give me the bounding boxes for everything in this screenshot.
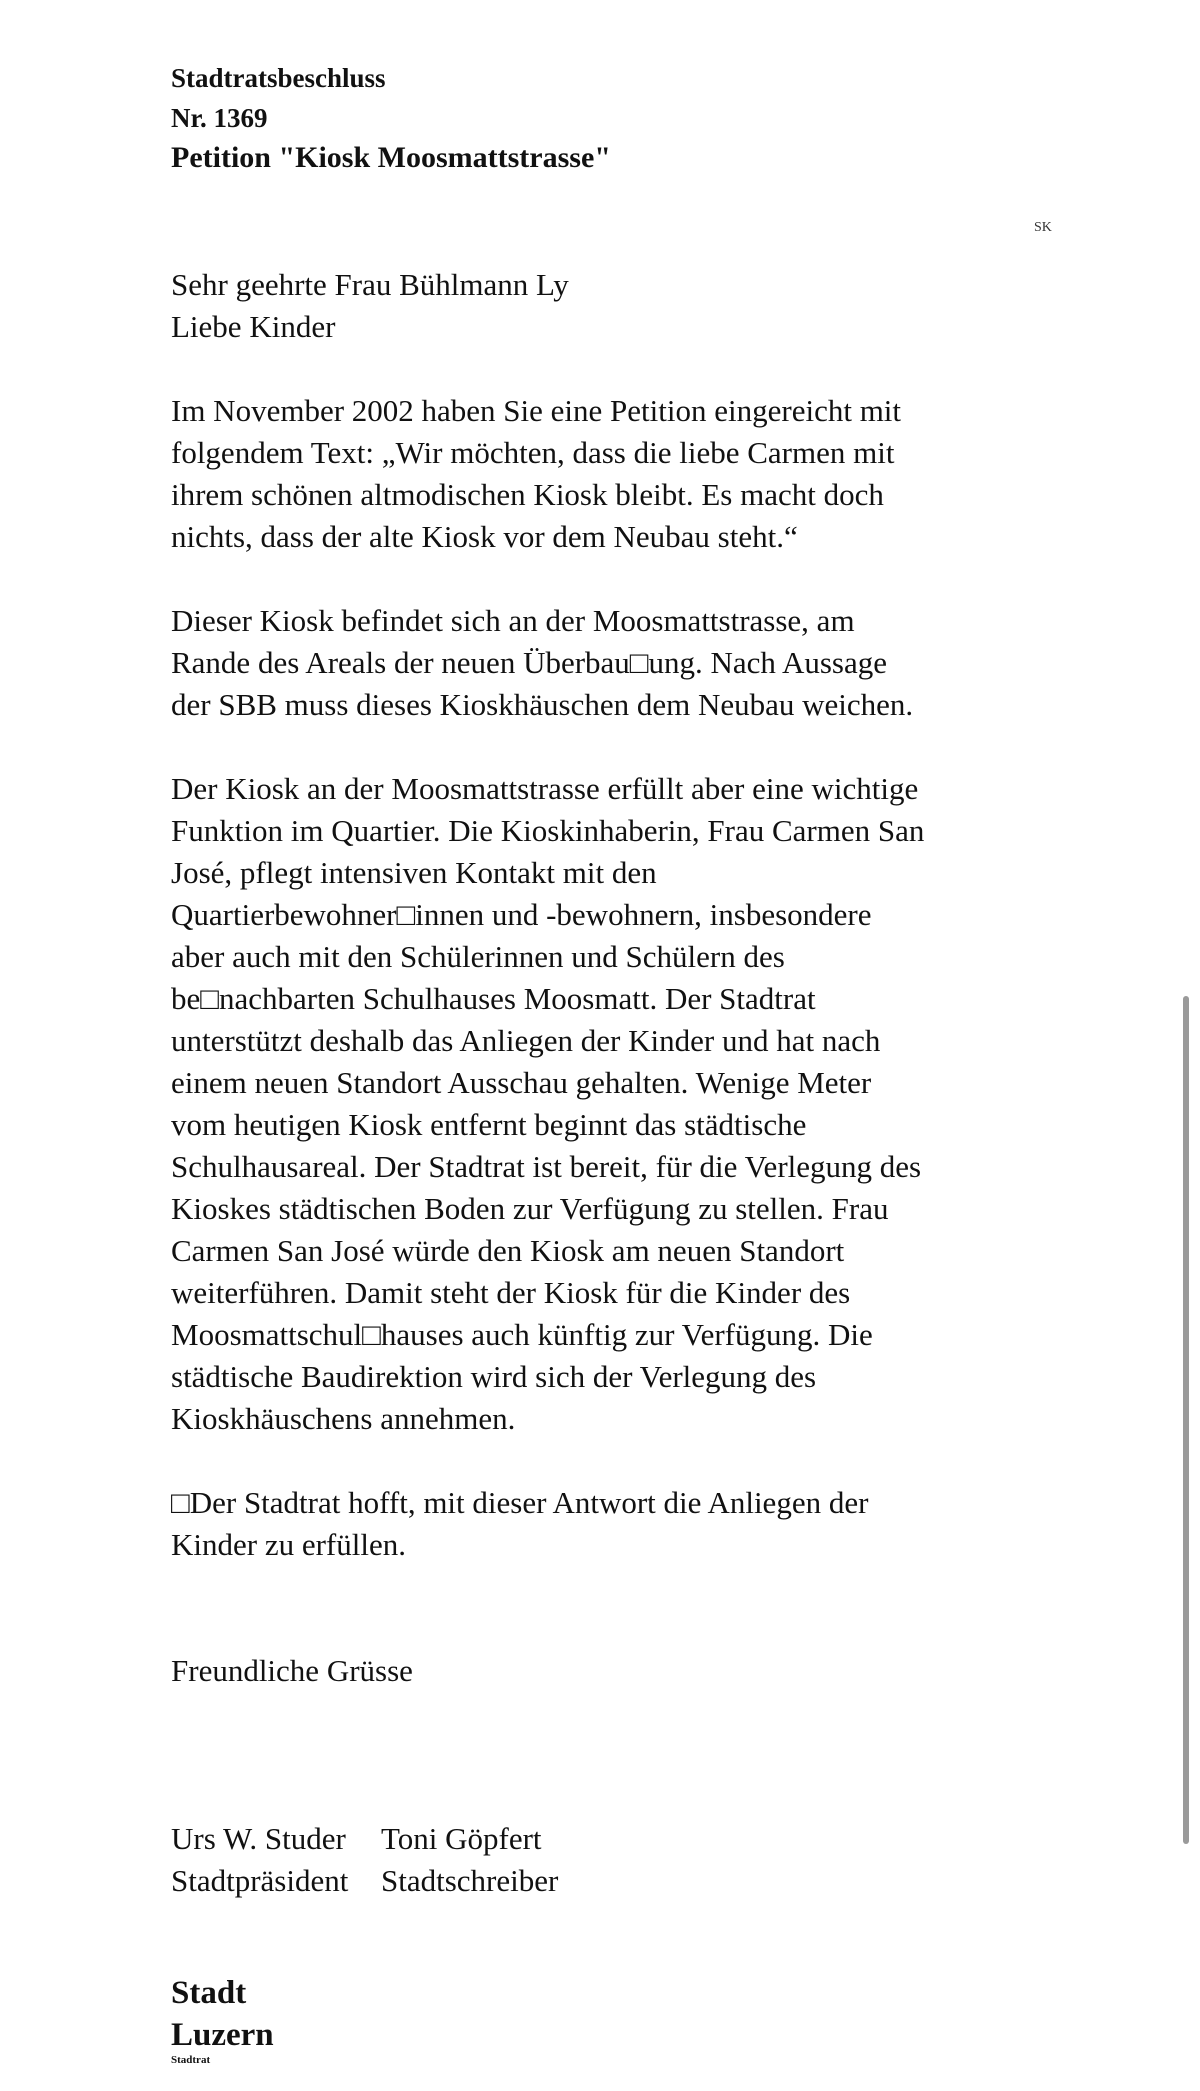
text-line: Kinder zu erfüllen. — [171, 1527, 406, 1562]
salutation — [171, 264, 1071, 348]
text-line: Dieser Kiosk befindet sich an der Moosmattstrasse, am — [171, 603, 855, 638]
signatory-role: Stadtpräsident — [171, 1863, 349, 1898]
text-line: José, pflegt intensiven Kontakt mit den — [171, 855, 657, 890]
text-line: be□nachbarten Schulhauses Moosmatt. Der Stadtrat — [171, 981, 816, 1016]
document-type: Stadtratsbeschluss — [171, 63, 386, 93]
text-line: ihrem schönen altmodischen Kiosk bleibt. Es macht doch — [171, 477, 884, 512]
signatory-role: Stadtschreiber — [381, 1863, 559, 1898]
text-line: der SBB muss dieses Kioskhäuschen dem Neubau weichen. — [171, 687, 914, 722]
text-line: Der Kiosk an der Moosmattstrasse erfüllt aber eine wichtige — [171, 771, 919, 806]
paragraph — [171, 600, 1071, 726]
text-line: Funktion im Quartier. Die Kioskinhaberin, Frau Carmen San — [171, 813, 925, 848]
letter-page — [171, 58, 1071, 1902]
logo-subtitle: Stadtrat — [171, 2054, 211, 2066]
text-line: Rande des Areals der neuen Überbau□ung. Nach Aussage — [171, 645, 887, 680]
closing-phrase: Freundliche Grüsse — [171, 1653, 413, 1688]
vertical-scrollbar[interactable] — [1183, 996, 1189, 1844]
text-line: Schulhausareal. Der Stadtrat ist bereit, für die Verlegung des — [171, 1149, 922, 1184]
signature-block — [171, 1818, 1071, 1902]
text-line: Carmen San José würde den Kiosk am neuen Standort — [171, 1233, 845, 1268]
document-number: Nr. 1369 — [171, 103, 268, 133]
paragraph — [171, 1482, 1071, 1566]
reference-mark: SK — [1034, 220, 1052, 235]
text-line: vom heutigen Kiosk entfernt beginnt das städtische — [171, 1107, 807, 1142]
text-line: weiterführen. Damit steht der Kiosk für die Kinder des — [171, 1275, 851, 1310]
letter-body — [171, 390, 1071, 1566]
text-line: städtische Baudirektion wird sich der Verlegung des — [171, 1359, 817, 1394]
salutation-line: Sehr geehrte Frau Bühlmann Ly — [171, 267, 569, 302]
text-line: Kioskes städtischen Boden zur Verfügung zu stellen. Frau — [171, 1191, 889, 1226]
city-logo — [171, 1972, 274, 2066]
text-line: unterstützt deshalb das Anliegen der Kinder und hat nach — [171, 1023, 881, 1058]
signature-roles — [171, 1860, 1071, 1902]
text-line: nichts, dass der alte Kiosk vor dem Neubau steht.“ — [171, 519, 798, 554]
paragraph — [171, 390, 1071, 558]
text-line: einem neuen Standort Ausschau gehalten. Wenige Meter — [171, 1065, 872, 1100]
salutation-line: Liebe Kinder — [171, 309, 336, 344]
signature-names — [171, 1818, 1071, 1860]
text-line: aber auch mit den Schülerinnen und Schülern des — [171, 939, 785, 974]
document-title: Petition "Kiosk Moosmattstrasse" — [171, 141, 611, 174]
logo-line: Stadt — [171, 1975, 247, 2011]
text-line: folgendem Text: „Wir möchten, dass die liebe Carmen mit — [171, 435, 895, 470]
logo-line: Luzern — [171, 2017, 274, 2053]
text-line: Kioskhäuschens annehmen. — [171, 1401, 516, 1436]
signatory-name: Urs W. Studer — [171, 1821, 346, 1856]
text-line: Im November 2002 haben Sie eine Petition eingereicht mit — [171, 393, 902, 428]
signatory-name: Toni Göpfert — [381, 1821, 542, 1856]
text-line: Moosmattschul□hauses auch künftig zur Verfügung. Die — [171, 1317, 873, 1352]
text-line: Quartierbewohner□innen und -bewohnern, insbesondere — [171, 897, 872, 932]
paragraph — [171, 768, 1071, 1440]
text-line: □Der Stadtrat hofft, mit dieser Antwort die Anliegen der — [171, 1485, 869, 1520]
